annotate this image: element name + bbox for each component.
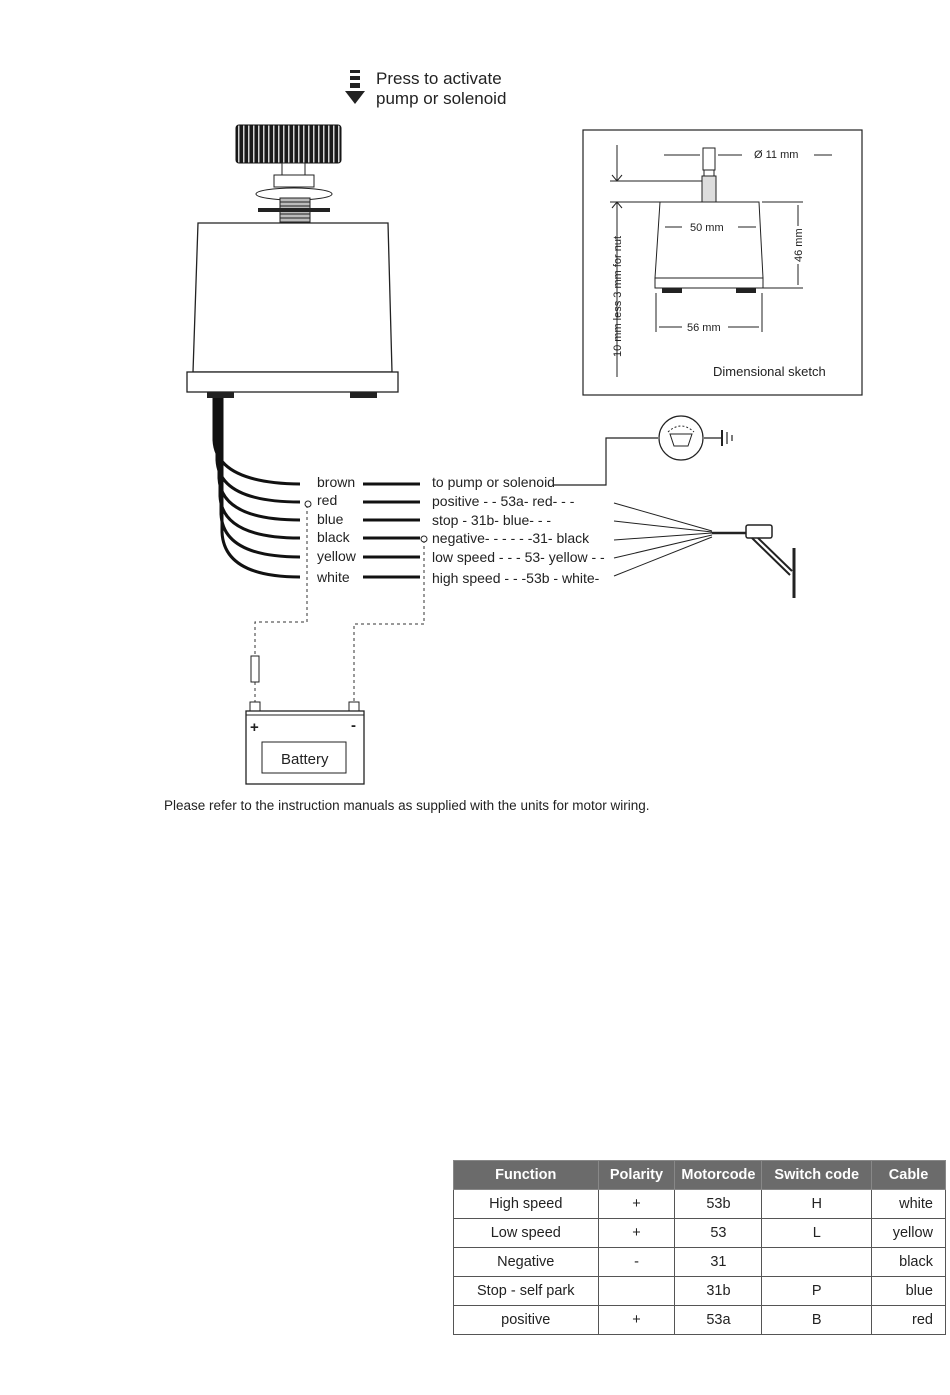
cell-switch-code: P xyxy=(762,1277,872,1306)
dim-nut-note: 10 mm less 3 mm for nut xyxy=(612,235,624,357)
battery-icon xyxy=(246,702,364,784)
cell-polarity xyxy=(598,1277,675,1306)
dim-height: 46 mm xyxy=(793,228,805,262)
header-cable: Cable xyxy=(872,1161,946,1190)
cell-switch-code: L xyxy=(762,1219,872,1248)
header-function: Function xyxy=(454,1161,599,1190)
junction-red xyxy=(305,501,311,507)
cell-cable: red xyxy=(872,1306,946,1335)
wire-labels xyxy=(316,474,357,585)
press-note-line1: Press to activate xyxy=(376,69,502,88)
cell-switch-code: B xyxy=(762,1306,872,1335)
wire-label-red: red xyxy=(317,492,338,508)
pump-motor-icon xyxy=(659,416,703,460)
cell-motorcode: 53 xyxy=(675,1219,762,1248)
table-row xyxy=(454,1248,946,1277)
fuse-icon xyxy=(251,656,259,682)
header-polarity: Polarity xyxy=(598,1161,675,1190)
dim-top-width: 50 mm xyxy=(690,222,724,234)
wire-function-brown: to pump or solenoid xyxy=(432,474,555,490)
table-row xyxy=(454,1306,946,1335)
cell-switch-code: H xyxy=(762,1190,872,1219)
wire-label-blue: blue xyxy=(317,511,344,527)
wire-label-brown: brown xyxy=(317,474,356,490)
cell-cable: blue xyxy=(872,1277,946,1306)
wire-label-black: black xyxy=(317,529,350,545)
wire-functions xyxy=(432,474,605,586)
cell-motorcode: 53a xyxy=(675,1306,762,1335)
cell-polarity: + xyxy=(598,1219,675,1248)
cell-cable: yellow xyxy=(872,1219,946,1248)
wiring-table xyxy=(453,1160,946,1335)
cell-polarity: + xyxy=(598,1190,675,1219)
knob xyxy=(236,125,341,163)
press-note-line2: pump or solenoid xyxy=(376,89,507,108)
cell-switch-code xyxy=(762,1248,872,1277)
junction-black xyxy=(421,536,427,542)
cell-function: High speed xyxy=(454,1190,599,1219)
cell-cable: white xyxy=(872,1190,946,1219)
cell-function: Negative xyxy=(454,1248,599,1277)
connector-bars xyxy=(363,484,420,577)
cell-cable: black xyxy=(872,1248,946,1277)
switch-housing xyxy=(193,223,392,372)
wire-harness xyxy=(214,398,300,577)
cell-function: Low speed xyxy=(454,1219,599,1248)
cell-motorcode: 31b xyxy=(675,1277,762,1306)
cell-function: positive xyxy=(454,1306,599,1335)
dimensional-sketch xyxy=(583,130,862,395)
table-header-row xyxy=(454,1161,946,1190)
pump-connection xyxy=(553,430,732,485)
cell-motorcode: 53b xyxy=(675,1190,762,1219)
footnote: Please refer to the instruction manuals as supplied with the units for motor wiring. xyxy=(164,798,650,813)
wire-function-black: negative- - - - - -31- black xyxy=(432,530,590,546)
table-row xyxy=(454,1277,946,1306)
wire-label-yellow: yellow xyxy=(317,548,356,564)
cell-polarity: - xyxy=(598,1248,675,1277)
cell-polarity: + xyxy=(598,1306,675,1335)
cell-function: Stop - self park xyxy=(454,1277,599,1306)
switch-unit xyxy=(187,125,398,398)
dim-diameter: Ø 11 mm xyxy=(754,149,799,161)
wire-function-white: high speed - - -53b - white- xyxy=(432,570,600,586)
switch-base xyxy=(187,372,398,392)
header-switch-code: Switch code xyxy=(762,1161,872,1190)
motor-plug xyxy=(614,503,794,598)
battery-plus: + xyxy=(250,719,259,736)
table-row xyxy=(454,1190,946,1219)
dim-base-width: 56 mm xyxy=(687,322,721,334)
battery-minus: - xyxy=(351,717,356,734)
press-arrow-icon xyxy=(345,70,365,104)
wire-function-yellow: low speed - - - 53- yellow - - xyxy=(432,549,605,565)
wire-label-white: white xyxy=(317,569,350,585)
cell-motorcode: 31 xyxy=(675,1248,762,1277)
dim-caption: Dimensional sketch xyxy=(713,364,826,379)
battery-label: Battery xyxy=(281,751,329,768)
wire-function-blue: stop - 31b- blue- - - xyxy=(432,512,552,528)
table-row xyxy=(454,1219,946,1248)
header-motorcode: Motorcode xyxy=(675,1161,762,1190)
wire-function-red: positive - - 53a- red- - - xyxy=(432,493,575,509)
